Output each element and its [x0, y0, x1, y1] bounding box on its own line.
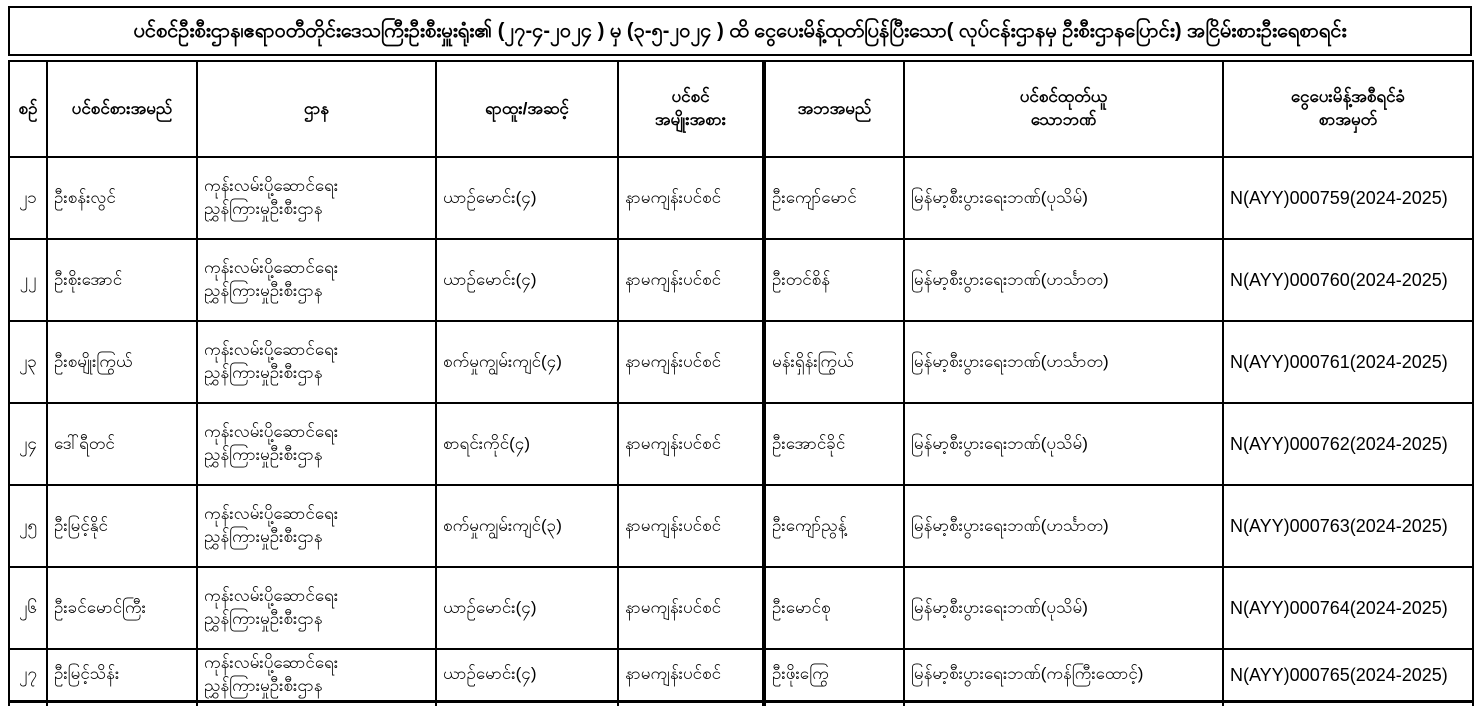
- cell-position: ယာဉ်မောင်း(၄): [436, 239, 618, 321]
- cell-father-name: ဦးမောင်စု: [764, 567, 904, 649]
- header-position: ရာထူး/အဆင့်: [436, 61, 618, 157]
- header-father-name: အဘအမည်: [764, 61, 904, 157]
- cell-serial: ၂၆: [9, 567, 47, 649]
- cell-position: စက်မှုကျွမ်းကျင်(၃): [436, 485, 618, 567]
- cell-pension-type: နာမကျန်းပင်စင်: [618, 403, 764, 485]
- cell-serial: ၂၅: [9, 485, 47, 567]
- cell-father-name: ဦးကျော်ညွန့်: [764, 485, 904, 567]
- cell-department: ကုန်းလမ်းပို့ဆောင်ရေး ညွှန်ကြားမှုဦးစီးဌာန: [197, 485, 436, 567]
- header-pensioner-name: ပင်စင်စားအမည်: [47, 61, 197, 157]
- cell-bank: မြန်မာ့စီးပွားရေးဘဏ်(ပုသိမ်): [904, 567, 1223, 649]
- cell-pensioner-name: ဦးစိုးအောင်: [47, 239, 197, 321]
- cell-father-name: ဦးအောင်ခိုင်: [764, 403, 904, 485]
- cell-father-name: မန်းရှိန်းကြွယ်: [764, 321, 904, 403]
- cell-pensioner-name: ဦးခင်မောင်ကြီး: [47, 567, 197, 649]
- table-row: [9, 321, 1473, 403]
- cell-bank: မြန်မာ့စီးပွားရေးဘဏ်(ကန်ကြီးထောင့်): [904, 649, 1223, 701]
- cell-serial: ၂၇: [9, 649, 47, 701]
- cell-department: ကုန်းလမ်းပို့ဆောင်ရေး ညွှန်ကြားမှုဦးစီးဌာန: [197, 321, 436, 403]
- cell-pension-type: နာမကျန်းပင်စင်: [618, 321, 764, 403]
- cell-position: ယာဉ်မောင်း(၄): [436, 567, 618, 649]
- table-body: [9, 157, 1473, 706]
- table-header: [9, 61, 1473, 157]
- cell-father-name: ဦးတင်စိန်: [764, 239, 904, 321]
- table-row: [9, 239, 1473, 321]
- header-bank: ပင်စင်ထုတ်ယူ သောဘဏ်: [904, 61, 1223, 157]
- header-order-number: ငွေပေးမိန့်အစီရင်ခံ စာအမှတ်: [1223, 61, 1473, 157]
- cell-bank: မြန်မာ့စီးပွားရေးဘဏ်(ပုသိမ်): [904, 157, 1223, 239]
- header-pension-type: ပင်စင် အမျိုးအစား: [618, 61, 764, 157]
- cell-order-number: N(AYY)000762(2024-2025): [1223, 403, 1473, 485]
- cell-order-number: N(AYY)000764(2024-2025): [1223, 567, 1473, 649]
- cell-bank: မြန်မာ့စီးပွားရေးဘဏ်(ဟင်္သာတ): [904, 239, 1223, 321]
- cell-department: ကုန်းလမ်းပို့ဆောင်ရေး ညွှန်ကြားမှုဦးစီးဌာန: [197, 403, 436, 485]
- cell-serial: ၂၄: [9, 403, 47, 485]
- cell-order-number: N(AYY)000763(2024-2025): [1223, 485, 1473, 567]
- table-row: [9, 157, 1473, 239]
- cell-order-number: N(AYY)000761(2024-2025): [1223, 321, 1473, 403]
- pension-table: [8, 60, 1474, 706]
- cell-order-number: N(AYY)000759(2024-2025): [1223, 157, 1473, 239]
- cell-department: ကုန်းလမ်းပို့ဆောင်ရေး ညွှန်ကြားမှုဦးစီးဌာန: [197, 649, 436, 701]
- header-row: [9, 61, 1473, 157]
- document-title: ပင်စင်ဦးစီးဌာန၊ဧရာဝတီတိုင်းဒေသကြီးဦးစီးမှူးရုံး၏ (၂၇-၄-၂၀၂၄ ) မှ (၃-၅-၂၀၂၄ ) ထိ ငွေပေးမိန့်ထုတ်ပြန်ပြီးသော( လုပ်ငန်းဌာနမှ ဦးစီးဌာနပြောင်း) အငြိမ်းစားဦးရေစာရင်း: [8, 6, 1472, 56]
- table-row: [9, 567, 1473, 649]
- cell-department: ကုန်းလမ်းပို့ဆောင်ရေး ညွှန်ကြားမှုဦးစီးဌာန: [197, 567, 436, 649]
- cell-order-number: N(AYY)000760(2024-2025): [1223, 239, 1473, 321]
- cell-bank: မြန်မာ့စီးပွားရေးဘဏ်(ဟင်္သာတ): [904, 321, 1223, 403]
- cell-position: ယာဉ်မောင်း(၄): [436, 649, 618, 701]
- cell-pensioner-name: ဦးစန်းလွင်: [47, 157, 197, 239]
- cell-pension-type: နာမကျန်းပင်စင်: [618, 567, 764, 649]
- cell-position: စာရင်းကိုင်(၄): [436, 403, 618, 485]
- cell-pension-type: နာမကျန်းပင်စင်: [618, 485, 764, 567]
- next-row-clipped: [9, 701, 1473, 706]
- cell-department: ကုန်းလမ်းပို့ဆောင်ရေး ညွှန်ကြားမှုဦးစီးဌာန: [197, 239, 436, 321]
- cell-position: စက်မှုကျွမ်းကျင်(၄): [436, 321, 618, 403]
- cell-serial: ၂၃: [9, 321, 47, 403]
- cell-department: ကုန်းလမ်းပို့ဆောင်ရေး ညွှန်ကြားမှုဦးစီးဌာန: [197, 157, 436, 239]
- cell-bank: မြန်မာ့စီးပွားရေးဘဏ်(ပုသိမ်): [904, 403, 1223, 485]
- table-row: [9, 485, 1473, 567]
- cell-pension-type: နာမကျန်းပင်စင်: [618, 239, 764, 321]
- cell-pension-type: နာမကျန်းပင်စင်: [618, 157, 764, 239]
- cell-order-number: N(AYY)000765(2024-2025): [1223, 649, 1473, 701]
- cell-bank: မြန်မာ့စီးပွားရေးဘဏ်(ဟင်္သာတ): [904, 485, 1223, 567]
- header-serial: စဉ်: [9, 61, 47, 157]
- cell-pension-type: နာမကျန်းပင်စင်: [618, 649, 764, 701]
- cell-father-name: ဦးဖိုးကြွေ: [764, 649, 904, 701]
- cell-pensioner-name: ဒေါ်ရီတင်: [47, 403, 197, 485]
- cell-pensioner-name: ဦးမြင့်သိန်း: [47, 649, 197, 701]
- cell-serial: ၂၁: [9, 157, 47, 239]
- table-row: [9, 649, 1473, 701]
- header-department: ဌာန: [197, 61, 436, 157]
- cell-father-name: ဦးကျော်မောင်: [764, 157, 904, 239]
- cell-position: ယာဉ်မောင်း(၄): [436, 157, 618, 239]
- cell-pensioner-name: ဦးမြင့်နိုင်: [47, 485, 197, 567]
- table-row: [9, 403, 1473, 485]
- cell-pensioner-name: ဦးစမျိုးကြွယ်: [47, 321, 197, 403]
- cell-serial: ၂၂: [9, 239, 47, 321]
